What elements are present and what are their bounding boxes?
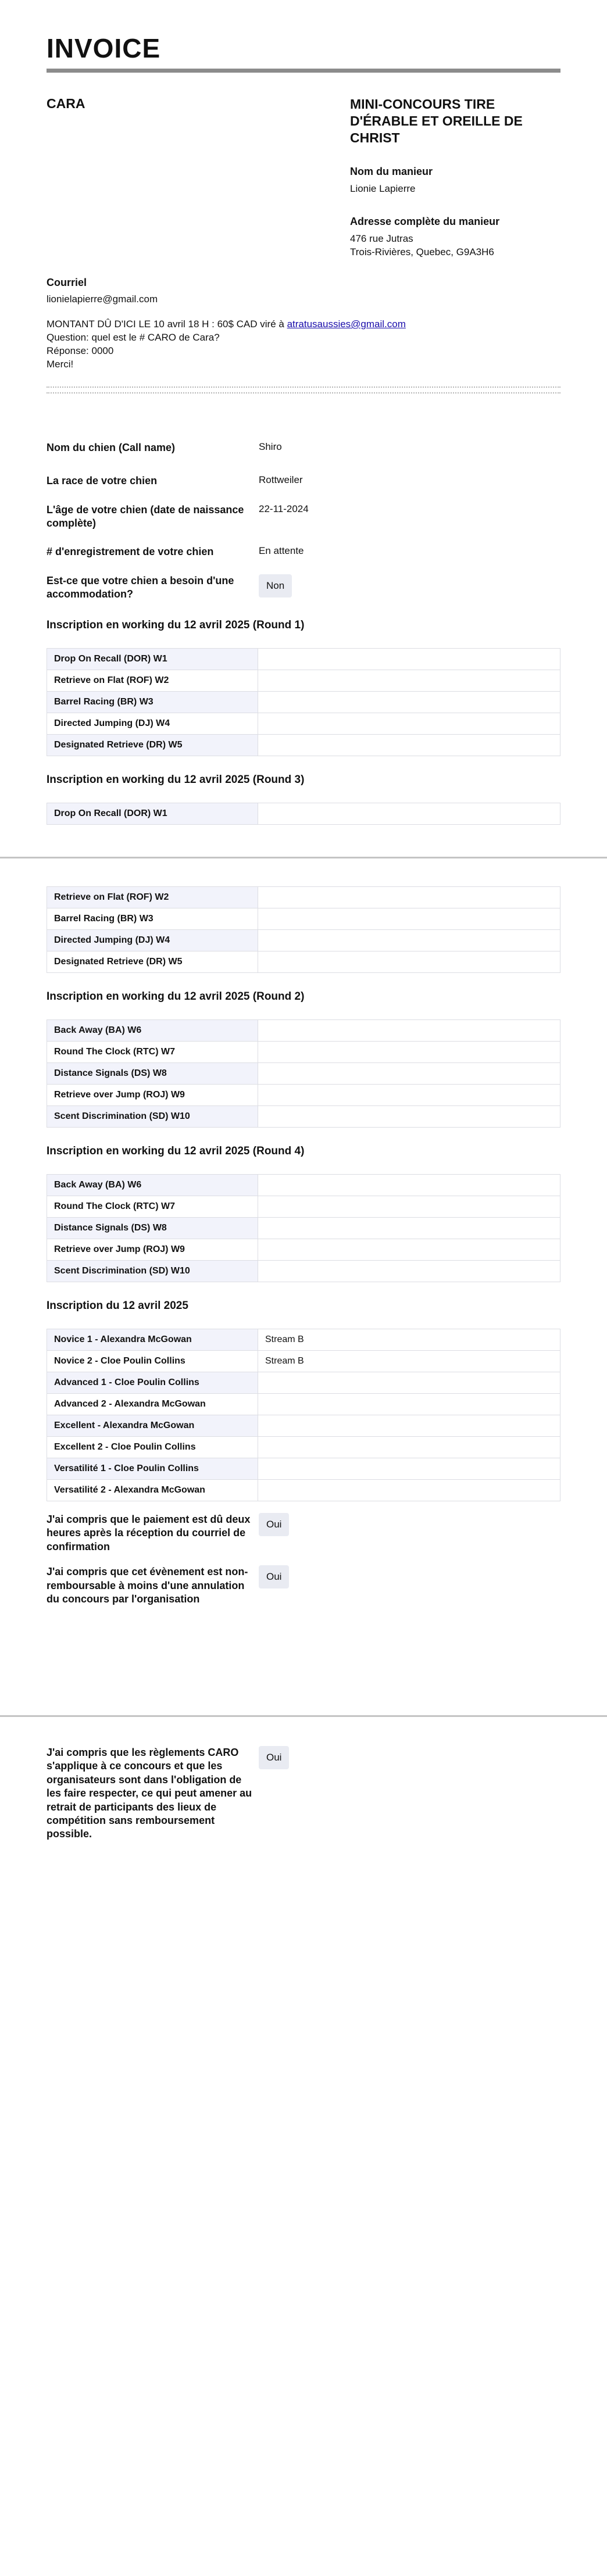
invoice-page-3: [0, 1717, 607, 2576]
table-row: [47, 1437, 560, 1458]
table-row: [47, 1480, 560, 1501]
table-row: [47, 1329, 560, 1351]
levels-table: [47, 1329, 560, 1501]
row-label: Distance Signals (DS) W8: [47, 1063, 258, 1085]
field-breed: [47, 474, 560, 488]
table-row: [47, 713, 560, 734]
refund-agreement-label: J'ai compris que cet évènement est non-remboursable à moins d'une annulation du concours par l'organisation: [47, 1566, 248, 1605]
address-line-2: Trois-Rivières, Quebec, G9A3H6: [350, 246, 494, 258]
row-label: Retrieve over Jump (ROJ) W9: [47, 1085, 258, 1106]
levels-title: Inscription du 12 avril 2025: [47, 1300, 188, 1312]
invoice-title: INVOICE: [47, 33, 161, 63]
table-row: [47, 1415, 560, 1437]
row-label: Advanced 1 - Cloe Poulin Collins: [47, 1372, 258, 1394]
row-label: Barrel Racing (BR) W3: [47, 691, 258, 713]
table-row: [47, 1394, 560, 1415]
payment-email-link[interactable]: atratusaussies@gmail.com: [287, 319, 406, 330]
refund-agreement-value: [259, 1565, 289, 1588]
dotted-divider: [47, 387, 560, 388]
table-row: [47, 1239, 560, 1261]
payment-agreement-value: [259, 1513, 289, 1536]
row-label: Versatilité 2 - Alexandra McGowan: [47, 1480, 258, 1501]
row-label: Retrieve on Flat (ROF) W2: [47, 670, 258, 691]
table-row: [47, 691, 560, 713]
event-name: MINI-CONCOURS TIRE D'ÉRABLE ET OREILLE DE CHRIST: [350, 96, 523, 145]
row-value: [258, 1239, 560, 1261]
field-call-name: [47, 441, 560, 455]
row-label: Directed Jumping (DJ) W4: [47, 713, 258, 734]
table-row: [47, 1020, 560, 1042]
table-row: [47, 1372, 560, 1394]
breed-value: Rottweiler: [259, 474, 303, 486]
round2-table: [47, 1019, 560, 1128]
table-row: [47, 1085, 560, 1106]
call-name-label: Nom du chien (Call name): [47, 441, 176, 453]
row-label: Drop On Recall (DOR) W1: [47, 803, 258, 824]
row-value: [258, 1085, 560, 1106]
accommodation-label: Est-ce que votre chien a besoin d'une accommodation?: [47, 574, 234, 600]
registration-label: # d'enregistrement de votre chien: [47, 546, 214, 558]
row-label: Barrel Racing (BR) W3: [47, 908, 258, 930]
row-label: Back Away (BA) W6: [47, 1175, 258, 1196]
row-label: Retrieve on Flat (ROF) W2: [47, 887, 258, 908]
row-value: [258, 1437, 560, 1458]
handler-label: Nom du manieur: [350, 166, 433, 178]
round3-table: [47, 803, 560, 825]
row-value: [258, 1394, 560, 1415]
row-label: Novice 2 - Cloe Poulin Collins: [47, 1351, 258, 1372]
field-rules-agreement: [47, 1746, 560, 1841]
row-label: Scent Discrimination (SD) W10: [47, 1106, 258, 1128]
table-row: [47, 887, 560, 908]
row-value: [258, 1020, 560, 1042]
row-value: [258, 670, 560, 691]
row-label: Excellent - Alexandra McGowan: [47, 1415, 258, 1437]
note-line-1: [47, 318, 560, 331]
refund-agreement-pill: Oui: [259, 1565, 289, 1588]
row-label: Directed Jumping (DJ) W4: [47, 930, 258, 951]
table-row: [47, 803, 560, 824]
row-label: Advanced 2 - Alexandra McGowan: [47, 1394, 258, 1415]
email-value: lionielapierre@gmail.com: [47, 294, 158, 305]
row-value: Stream B: [258, 1329, 560, 1351]
row-label: Back Away (BA) W6: [47, 1020, 258, 1042]
table-row: [47, 670, 560, 691]
breed-label: La race de votre chien: [47, 475, 158, 487]
row-value: [258, 908, 560, 930]
age-label: L'âge de votre chien (date de naissance complète): [47, 503, 244, 529]
row-value: [258, 713, 560, 734]
field-registration: [47, 545, 560, 559]
rules-agreement-label: J'ai compris que les règlements CARO s'applique à ce concours et que les organisateurs sont dans l'obligation de les faire respecter, ce qui peut amener au retrait de participants des lieux de compétition sans remboursement possible.: [47, 1747, 252, 1840]
invoice-header: [47, 96, 560, 259]
row-label: Drop On Recall (DOR) W1: [47, 648, 258, 670]
row-value: [258, 1218, 560, 1239]
invoice-page-2: [0, 858, 607, 1715]
table-row: [47, 930, 560, 951]
call-name-value: Shiro: [259, 441, 282, 452]
round4-title: Inscription en working du 12 avril 2025 (Round 4): [47, 1145, 305, 1157]
row-value: [258, 734, 560, 756]
row-value: [258, 1196, 560, 1218]
row-label: Scent Discrimination (SD) W10: [47, 1261, 258, 1282]
address: [350, 232, 560, 259]
row-label: Distance Signals (DS) W8: [47, 1218, 258, 1239]
note-line-3: Réponse: 0000: [47, 345, 114, 356]
round4-table: [47, 1174, 560, 1282]
address-line-1: 476 rue Jutras: [350, 233, 413, 245]
registration-value: En attente: [259, 545, 304, 557]
round3-title: Inscription en working du 12 avril 2025 (Round 3): [47, 773, 305, 786]
table-row: [47, 1196, 560, 1218]
row-value: [258, 1458, 560, 1480]
round2-title: Inscription en working du 12 avril 2025 (Round 2): [47, 990, 305, 1003]
payment-agreement-pill: Oui: [259, 1513, 289, 1536]
table-row: [47, 1458, 560, 1480]
accommodation-pill: Non: [259, 574, 292, 598]
age-value: 22-11-2024: [259, 503, 309, 514]
row-value: [258, 1372, 560, 1394]
field-refund-agreement: [47, 1565, 560, 1606]
row-label: Designated Retrieve (DR) W5: [47, 734, 258, 756]
row-value: [258, 1261, 560, 1282]
row-label: Novice 1 - Alexandra McGowan: [47, 1329, 258, 1351]
row-value: [258, 930, 560, 951]
row-value: [258, 691, 560, 713]
table-row: [47, 1218, 560, 1239]
table-row: [47, 1175, 560, 1196]
row-label: Versatilité 1 - Cloe Poulin Collins: [47, 1458, 258, 1480]
row-value: [258, 1480, 560, 1501]
round3-table-continued: [47, 886, 560, 973]
row-label: Designated Retrieve (DR) W5: [47, 951, 258, 973]
event-info: [350, 96, 560, 259]
invoice-page-1: [0, 0, 607, 857]
round1-table: [47, 648, 560, 756]
table-row: [47, 1261, 560, 1282]
row-value: Stream B: [258, 1351, 560, 1372]
rules-agreement-value: [259, 1746, 289, 1769]
title-divider: [47, 69, 560, 73]
payment-note: [47, 318, 560, 371]
note-line-4: Merci!: [47, 358, 74, 370]
spacer: [47, 393, 560, 424]
row-value: [258, 1063, 560, 1085]
table-row: [47, 734, 560, 756]
row-value: [258, 1175, 560, 1196]
table-row: [47, 648, 560, 670]
note-amount-text: MONTANT DÛ D'ICI LE 10 avril 18 H : 60$ CAD viré à: [47, 319, 287, 330]
row-value: [258, 887, 560, 908]
table-row: [47, 1042, 560, 1063]
row-value: [258, 1415, 560, 1437]
row-value: [258, 951, 560, 973]
row-value: [258, 1106, 560, 1128]
row-value: [258, 1042, 560, 1063]
round1-title: Inscription en working du 12 avril 2025 (Round 1): [47, 618, 305, 631]
table-row: [47, 908, 560, 930]
row-label: Round The Clock (RTC) W7: [47, 1042, 258, 1063]
row-value: [258, 803, 560, 824]
accommodation-value: [259, 574, 292, 598]
table-row: [47, 1106, 560, 1128]
field-age: [47, 503, 560, 531]
customer-name: CARA: [47, 96, 85, 111]
table-row: [47, 1351, 560, 1372]
table-row: [47, 1063, 560, 1085]
note-line-2: Question: quel est le # CARO de Cara?: [47, 332, 220, 343]
payment-agreement-label: J'ai compris que le paiement est dû deux heures après la réception du courriel de confirmation: [47, 1514, 251, 1552]
field-accommodation: [47, 574, 560, 602]
row-value: [258, 648, 560, 670]
handler-name: Lionie Lapierre: [350, 183, 416, 195]
field-payment-agreement: [47, 1513, 560, 1554]
row-label: Round The Clock (RTC) W7: [47, 1196, 258, 1218]
row-label: Retrieve over Jump (ROJ) W9: [47, 1239, 258, 1261]
row-label: Excellent 2 - Cloe Poulin Collins: [47, 1437, 258, 1458]
table-row: [47, 951, 560, 973]
address-label: Adresse complète du manieur: [350, 216, 500, 228]
rules-agreement-pill: Oui: [259, 1746, 289, 1769]
email-label: Courriel: [47, 277, 87, 289]
